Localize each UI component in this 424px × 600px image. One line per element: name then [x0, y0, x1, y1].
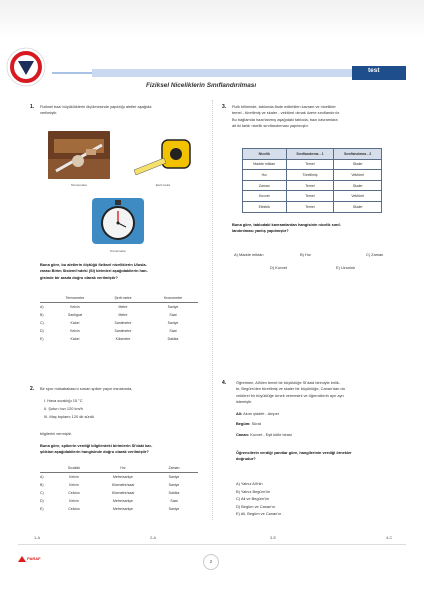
page-number: 2: [203, 554, 219, 570]
q4-question: Öğrencilerin verdiği yanıtlar göre, hangilerinin verdiği örnekler doğrudur?: [236, 450, 352, 462]
q2-option-d[interactable]: D) Kelvin Metre/saniye Saat: [40, 499, 178, 503]
table-row: Elektrik Temel Skaler: [243, 201, 382, 212]
q1-header-3: Kronometre: [148, 294, 198, 303]
tape-measure-photo: [132, 134, 194, 178]
thermometer-photo: [48, 131, 110, 179]
q4-option-b[interactable]: B) Yalnız Begüm'ün: [236, 488, 270, 494]
q3-table: [242, 148, 382, 213]
q1-option-b[interactable]: B) Santigrat Metre Saat: [40, 313, 177, 317]
q3-header-1: Nicelik: [243, 149, 287, 160]
q1-question: Buna göre, bu aletlerin ölçtüğü fiziksel niceliklerin Ulusla- rarası Birim Sistemi'ndeki (SI) birimleri aşağıdakilerin han- gisinde bir arada doğru olarak verilmiştir?: [40, 262, 148, 280]
q2-option-b[interactable]: B) Kelvin Kilometre/saat Saniye: [40, 483, 180, 487]
q1-number: 1.: [30, 104, 35, 110]
q2-header-2: Hız: [96, 464, 150, 473]
q2-items: I. Hava sıcaklığı 15 °C II. Şutun hızı 120 km/h III. Maç toplamı 120 dk sürdü: [44, 398, 95, 419]
answer-key-3: 3-E: [270, 535, 277, 540]
stopwatch-photo: [92, 198, 144, 244]
q2-header-1: Sıcaklık: [52, 464, 96, 473]
q1-header-1: Termometre: [52, 294, 98, 303]
q3-number: 3.: [222, 104, 227, 110]
table-row: Hız Türetilmiş Vektörel: [243, 170, 382, 181]
q3-header-2: Sınıflandırma - 1: [286, 149, 334, 160]
answer-key-4: 4-C: [386, 535, 393, 540]
q4-option-e[interactable]: E) Ali, Begüm ve Canan'ın: [236, 511, 282, 517]
q4-answers: Ali: Akım şiddeti - Amper Begüm: Sürat Canan: Kuvvet - Eşit kütle birasi: [236, 411, 292, 437]
q3-header-3: Sınıflandırma - 2: [334, 149, 382, 160]
q3-question: Buna göre, tablodaki kavramlardan hangisinin nicelik sınıf- landırılması yanlış yapılmıştır?: [232, 222, 341, 234]
title-bar: [52, 66, 406, 80]
q2-option-e[interactable]: E) Celcius Metre/saniye Saniye: [40, 507, 180, 511]
publisher-logo-icon: [6, 47, 46, 87]
brand-mark-icon: [18, 556, 26, 562]
q4-option-c[interactable]: C) Ali ve Begüm'ün: [236, 496, 269, 502]
test-tag: test: [368, 67, 380, 74]
answer-key-1: 1-A: [34, 535, 41, 540]
footer-divider: [18, 544, 406, 545]
q2-header-3: Zaman: [150, 464, 198, 473]
q1-option-e[interactable]: E) Kalori Kilometre Dakika: [40, 337, 179, 341]
q1-option-a[interactable]: A) Kelvin Metre Saniye: [40, 305, 179, 309]
q2-option-c[interactable]: C) Celcius Kilometre/saat Dakika: [40, 491, 180, 495]
q1-intro: Fiziksel bazı büyüklüklerin ölçülmesinde yapıldığı aletler aşağıda verilmiştir.: [40, 104, 152, 116]
q4-intro: Öğretmen, Ali'den temel bir büyüklüğe SI'daki birimiyle birlik- te, Begüm'den türetilmiş ve skaler bir büyüklüğe, Canan'dan da vektörel bir büyüklüğe örnek vermesini ve öğrencilerin ayrı ayrı istemiştir.: [236, 380, 345, 405]
q4-option-a[interactable]: A) Yalnız Ali'nin: [236, 481, 263, 486]
q1-option-c[interactable]: C) Kalori Santimetre Saniye: [40, 321, 179, 325]
footer-brand: PARAF: [18, 556, 41, 562]
q4-number: 4.: [222, 380, 227, 386]
q3-option-a[interactable]: A) Madde miktarı: [234, 252, 264, 257]
table-row: Zaman Temel Skaler: [243, 180, 382, 191]
page-title: Fiziksel Niceliklerin Sınıflandırılması: [146, 82, 257, 89]
caption-tape-measure: Şerit metre: [155, 183, 171, 187]
q3-option-b[interactable]: B) Hız: [300, 252, 311, 257]
q3-option-d[interactable]: D) Kuvvet: [270, 265, 288, 270]
column-divider: [212, 100, 213, 520]
q1-header-2: Şerit metre: [98, 294, 148, 303]
answer-key-2: 2-A: [150, 535, 157, 540]
q2-number: 2.: [30, 386, 35, 392]
q3-option-c[interactable]: C) Zaman: [366, 252, 384, 257]
q4-option-d[interactable]: D) Begüm ve Canan'ın: [236, 503, 276, 509]
q3-intro: Fizik biliminde, tablonda ifade edilebilen kavram ve nicelikler temel - türetilmiş ve skaler - vektörel olmak üzere sınıflandırılır. Bu bağlamda hazırlanmış aşağıdaki tabloda, bazı kavramlara ait iki farklı nicelik sınıflandırması yapılmıştır.: [232, 104, 340, 129]
q2-options-table: [40, 464, 198, 513]
q2-option-a[interactable]: A) Kelvin Metre/saniye Saniye: [40, 475, 180, 479]
q4-options: [236, 480, 281, 518]
q3-option-e[interactable]: E) Uzunluk: [336, 265, 356, 270]
q1-options-table: [40, 294, 198, 343]
table-row: Kuvvet Temel Vektörel: [243, 191, 382, 202]
table-row: Madde miktarı Temel Skaler: [243, 159, 382, 170]
q1-option-d[interactable]: D) Kelvin Santimetre Saat: [40, 329, 177, 333]
q2-question: Buna göre, spikerin verdiği bilgilerdeki birimlerin SI'daki kar- şılıkları aşağıdakilerin hangisinde doğru olarak verilmiştir?: [40, 443, 153, 455]
caption-stopwatch: Kronometre: [110, 249, 126, 253]
q2-intro: Bir spor müsabakasını sunan spiker yayın esnasında,: [40, 386, 133, 391]
caption-thermometer: Termometre: [70, 183, 87, 187]
q2-after: bilgilerini vermiştir.: [40, 431, 72, 436]
